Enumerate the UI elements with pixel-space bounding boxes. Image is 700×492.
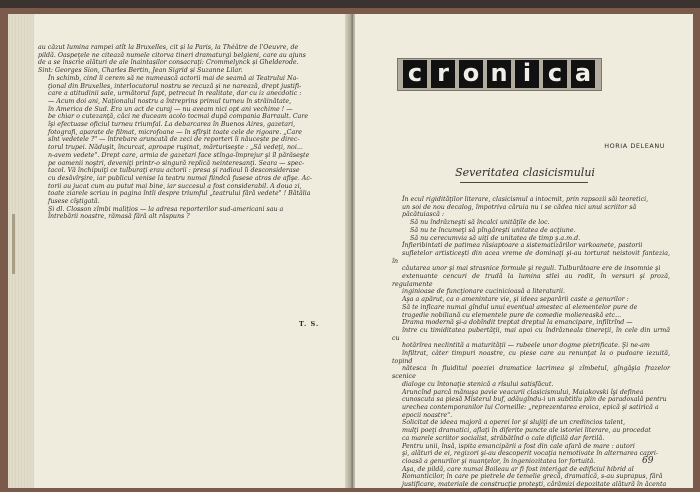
- text-line: Să nu îndrăzneşti să încalci unităţile de loc.: [410, 219, 550, 227]
- text-line: ţional din Bruxelles, interlocutorul nostru se recuză și ne narează, drept justifi-: [48, 82, 302, 90]
- text-line: Să nu te încumeţi să pîngăreşti unitatea de acţiune.: [410, 226, 576, 234]
- heading-letter-block: i: [515, 60, 539, 88]
- text-line: fotografi, aparate de filmat, microfoane — în sfîrşit toate cele de rigoare. „Care: [48, 128, 302, 136]
- title-underline: [460, 182, 588, 183]
- text-line: cunoscuta sa piesă Misterul buf, adăugîndu-i un subtitlu plin de paradoxală pentru: [402, 396, 667, 404]
- paragraph: [392, 389, 670, 420]
- text-line: pe oamenii noştri, deveniţi printr-o singură replică neinteresanţi. Seara — spec-: [48, 159, 305, 167]
- text-line: îşi efectuase oficiul turneu triumfal. La debarcarea în Buenos Aires, gazetari,: [48, 121, 296, 129]
- text-line: În schimb, cind îi cerem să ne numească actorii mai de seamă ai Teatrului Na-: [48, 74, 299, 82]
- text-line: sufletelor artisticeşti din acea vreme de dominaţi şi-au torturat neistovit fantezia, în: [392, 249, 670, 265]
- text-line: cu desăvîrşire, iar publicul venise la teatru numai fiindcă fusese atras de afişe. Ac-: [48, 174, 313, 182]
- text-line: hotărîrea neclintită a maturităţii — rubeele unor dogme pietrificate. Şi ne-am: [402, 342, 650, 350]
- text-line: torii au jucat cum au putut mai bine, iar succesul a fost considerabil. A doua zi,: [48, 182, 302, 190]
- text-line: fusese cîştigată.: [48, 198, 100, 206]
- right-page-text: [392, 196, 670, 488]
- left-page-text: [38, 44, 326, 221]
- text-line: justificare, materiale de construcţie proteşti, cărămizi depozitate alătură în ăcenta: [402, 481, 667, 488]
- text-line: n-avem vedete". Drept care, armia de gazetari face stînga-împrejur şi îl părăseşte: [48, 151, 310, 159]
- text-line: dialoge cu întonaţie stenică a rîsului satisfăcut.: [402, 380, 554, 388]
- text-line: mulţi poeţi dramatici, aflaţi în diferite puncte ale istoriei literare, au procedat: [402, 427, 651, 435]
- text-line: în America de Sud. Era un act de curaj — nu aveam nici opt ani vechime ! —: [48, 105, 293, 113]
- text-line: nătesca în fluiditul poeziei dramatice lacrimea şi zîmbetul, gîngăşia frazelor scenice: [392, 365, 670, 381]
- text-line: căutarea unor şi mai strasnice formule şi reguli. Tulburătoare ere de insomnie şi: [402, 265, 661, 273]
- heading-letter-block: c: [403, 60, 427, 88]
- text-line: Aşa, de pildă, care numai Boileau ar fi fost interigat de edificiul hibrid al: [402, 465, 634, 473]
- text-line: be chiar o cutezanţă, căci ne duceam acolo tocmai după compania Barrault. Care: [48, 113, 309, 121]
- paragraph: [392, 419, 670, 442]
- heading-letter-block: n: [487, 60, 511, 88]
- text-line: ca marele scriitor socialist, străbătînd o cale dificilă dar fertilă.: [402, 434, 605, 442]
- text-line: sînt vedetele ?" — întrebare aruncată de zeci de reporteri îi năucește pe direc-: [48, 136, 300, 144]
- left-page: [8, 14, 348, 488]
- text-line: păcătuiască :: [402, 211, 445, 219]
- text-line: Aşa a apărut, ca o amenintare vie, şi ideea separării caste a genurilor :: [402, 296, 629, 304]
- text-line: Să te inflcare numai gîndul unui eventual amestec al elementelor pure de: [402, 303, 638, 311]
- heading-letter-block: a: [571, 60, 595, 88]
- text-line: Aruncînd parcă mănuşa pavie veacurii clasicismului, Maiakovski îşi definea: [402, 388, 644, 396]
- text-line: un soi de nou decalog, împotriva căruia nu i se cădea nici unui scriitor să: [402, 203, 637, 211]
- article-title: Severitatea clasicismului: [455, 166, 595, 179]
- text-line: urechea contemporanilor lui Corneille: „reprezentarea eroica, epică şi satirică a: [402, 403, 659, 411]
- text-line: şi, alături de ei, regizori şi-au descoperit vocaţia nemotivate în alternarea capri-: [402, 450, 659, 458]
- paragraph: [38, 206, 326, 221]
- text-line: epocii noastre".: [402, 411, 453, 419]
- paragraph: [392, 242, 670, 296]
- paragraph: [392, 319, 670, 388]
- text-line: pildă. Oaspeţele ne citează numele citorva tineri dramaturgi belgieni, care au ajuns: [38, 51, 306, 59]
- text-line: întrebării noastre, rămasă fără alt răspuns ?: [48, 213, 190, 221]
- text-line: extenuante cencuri de trudă la lumina stlei au rodit, în versuri şi proză, regulamente: [392, 273, 670, 288]
- text-line: toate ziarele scriau in pagina întîi despre triumful „teatrului fără vedete" ! Bătălia: [48, 190, 311, 198]
- text-line: cioasă a genurilor şi nuanţelor, în ingeniozitatea lor fortuită.: [402, 457, 596, 465]
- paragraph: [392, 443, 670, 466]
- page-edges: [8, 14, 34, 488]
- heading-letter-block: r: [431, 60, 455, 88]
- text-line: Drama modernă şi-a dobîndit treptat dreptul la emancipare, infiltrînd —: [402, 319, 633, 327]
- text-line: tragedie nobiliană cu elementele pure de comedie moliereaskă etc...: [402, 311, 622, 319]
- text-line: au căzut lumina rampei atît la Bruxelles, cit și la Paris, la Théâtre de l'Oeuvre, de: [38, 44, 299, 51]
- text-line: de a se înscrie alături de ale înaintașilor consacraţi: Crommelynck și Ghelderode.: [38, 59, 299, 67]
- edge-band: [12, 214, 15, 274]
- text-line: Să nu cerecumvia să uiţi de unitatea de timp ş.a.m.d.: [410, 234, 581, 242]
- text-line: Înfieribintati de patimea răsiaptoare a sistematizărilor varkoanete, pastorii: [402, 242, 643, 250]
- section-heading-cronica: [397, 58, 602, 91]
- article-author: HORIA DELEANU: [604, 142, 665, 150]
- paragraph: [38, 44, 326, 75]
- quoted-rule: [392, 219, 670, 242]
- page-number: 69: [642, 456, 654, 466]
- text-line: În ecul rigidităţilor literare, clasicismul a intocmit, prin rapsozii săi teoretici,: [402, 196, 649, 203]
- text-line: între cu timiditatea pubertăţii, mai apoi cu îndrăzneala tinereţii, în cele din urmă cu: [392, 326, 670, 342]
- text-line: Şi dl. Closson zîmbi malițios — la adresa reporterilor sud-americani sau a: [48, 205, 284, 213]
- paragraph: [38, 75, 326, 206]
- text-line: Solicitat de ideea majoră a operei lor şi slujiţi de un credincios talent,: [402, 419, 626, 427]
- paragraph: [392, 196, 670, 219]
- text-line: inginioase de funcţionare cucinicioasă a literaturii.: [402, 288, 565, 296]
- text-line: tacol. Vă închipuiţi ce tulburaţi erau actorii : presa şi radioul îi desconsiderase: [48, 167, 300, 175]
- right-page: [355, 14, 693, 488]
- heading-letter-block: c: [543, 60, 567, 88]
- heading-letter-block: o: [459, 60, 483, 88]
- text-line: Sint: Georges Sion, Charles Bertin, Jean Sigrid și Suzanne Lilar.: [38, 67, 243, 75]
- text-line: înfiltrat, câter timpuri noastre, cu piese care au renunţat la o pudoare iezuită, topind: [392, 350, 670, 365]
- paragraph: [392, 296, 670, 319]
- paragraph: [392, 466, 670, 488]
- article-signature: T. S.: [299, 320, 320, 328]
- text-line: Pentru unii, însă, ispita emancipării a fost din cale afară de mare : autori: [402, 442, 635, 450]
- text-line: torul trupei. Năduşit, încurcat, aproape ruşinat, mărturiseşte : „Să vedeţi, noi...: [48, 144, 303, 152]
- text-line: care a atitudinii sale, următorul fapt, petrecut în realitate, dar cu iz anecdotic :: [48, 90, 302, 98]
- text-line: Romanticilor, în care pe pietrele de temelie grecă, dramatică, s-au suprapus, fără: [402, 473, 663, 481]
- text-line: — Acum doi ani, Naţionalul nostru a întreprins primul turneu în străinătate,: [48, 97, 292, 105]
